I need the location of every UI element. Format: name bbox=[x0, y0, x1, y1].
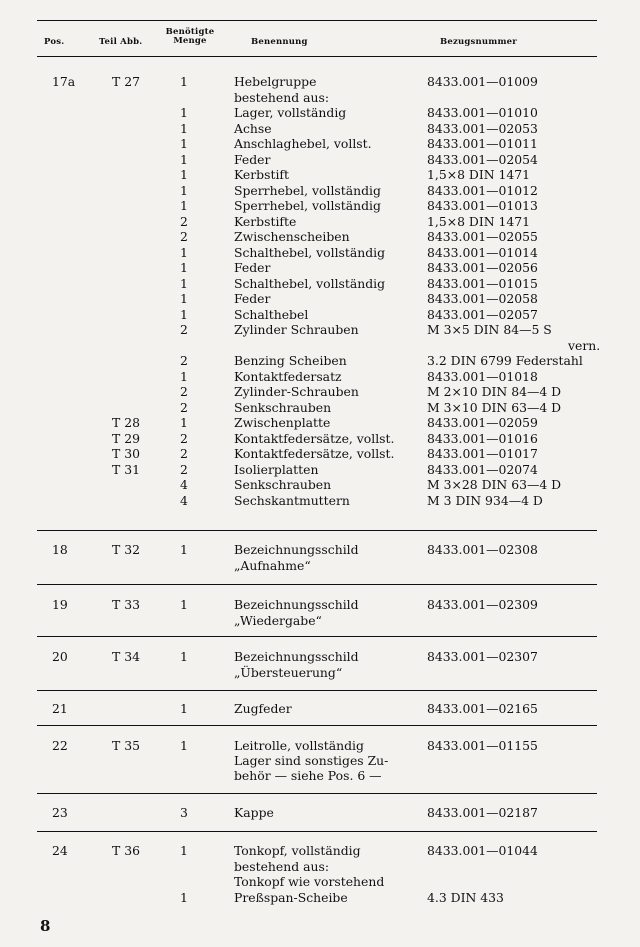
cell-menge: 1 bbox=[180, 542, 188, 557]
section-rule bbox=[37, 725, 597, 726]
cell-menge: 1 bbox=[180, 843, 188, 858]
cell-teil: T 33 bbox=[112, 597, 140, 612]
cell-benennung: Feder bbox=[234, 260, 271, 275]
cell-benennung: Schalthebel bbox=[234, 306, 309, 322]
cell-benennung: Isolierplatten bbox=[234, 461, 319, 477]
cell-bezug: 8433.001—02057 bbox=[427, 306, 538, 322]
cell-bezug: 8433.001—02074 bbox=[427, 461, 538, 477]
cell-benennung: bestehend aus: bbox=[234, 858, 329, 874]
cell-benennung: bestehend aus: bbox=[234, 89, 329, 105]
table-row bbox=[0, 613, 640, 629]
cell-teil: T 29 bbox=[112, 430, 140, 446]
table-row bbox=[0, 338, 640, 354]
cell-pos: 18 bbox=[52, 542, 68, 557]
table-row bbox=[0, 369, 640, 385]
cell-bezug: vern. bbox=[568, 337, 601, 353]
cell-pos: 21 bbox=[52, 701, 68, 716]
table-row bbox=[0, 462, 640, 478]
table-row bbox=[0, 558, 640, 574]
cell-menge: 2 bbox=[180, 213, 188, 229]
cell-menge: 1 bbox=[180, 105, 188, 120]
cell-bezug: M 3×5 DIN 84—5 S bbox=[427, 322, 552, 337]
cell-menge: 1 bbox=[180, 151, 188, 167]
cell-benennung: Zwischenscheiben bbox=[234, 229, 350, 244]
cell-menge: 1 bbox=[180, 738, 188, 753]
table-row bbox=[0, 649, 640, 665]
cell-benennung: Kappe bbox=[234, 805, 274, 820]
table-row bbox=[0, 415, 640, 431]
cell-benennung: Bezeichnungsschild bbox=[234, 649, 359, 664]
cell-menge: 1 bbox=[180, 889, 188, 905]
cell-benennung: Bezeichnungsschild bbox=[234, 597, 359, 612]
cell-pos: 19 bbox=[52, 597, 68, 612]
cell-benennung: Tonkopf wie vorstehend bbox=[234, 874, 385, 889]
cell-benennung: Leitrolle, vollständig bbox=[234, 738, 364, 753]
cell-benennung: Kontaktfedersätze, vollst. bbox=[234, 430, 395, 446]
cell-menge: 2 bbox=[180, 229, 188, 244]
cell-bezug: 1,5×8 DIN 1471 bbox=[427, 167, 531, 182]
cell-benennung: Feder bbox=[234, 291, 271, 306]
section-rule bbox=[37, 584, 597, 585]
cell-benennung: Kontaktfedersatz bbox=[234, 368, 342, 384]
cell-benennung: Zylinder Schrauben bbox=[234, 322, 359, 337]
header-top-rule bbox=[37, 20, 597, 21]
cell-bezug: 8433.001—02309 bbox=[427, 597, 538, 612]
cell-bezug: 8433.001—01016 bbox=[427, 430, 538, 446]
cell-benennung: Sechskantmuttern bbox=[234, 492, 350, 508]
cell-menge: 4 bbox=[180, 477, 188, 492]
cell-benennung: „Aufnahme“ bbox=[234, 557, 311, 573]
cell-benennung: „Übersteuerung“ bbox=[234, 664, 343, 680]
cell-bezug: 4.3 DIN 433 bbox=[427, 889, 504, 905]
cell-teil: T 31 bbox=[112, 461, 140, 477]
cell-bezug: 8433.001—01044 bbox=[427, 843, 538, 858]
cell-bezug: 8433.001—01012 bbox=[427, 182, 538, 198]
cell-benennung: Kontaktfedersätze, vollst. bbox=[234, 446, 395, 461]
cell-bezug: 1,5×8 DIN 1471 bbox=[427, 213, 531, 229]
cell-bezug: 8433.001—01014 bbox=[427, 244, 538, 260]
table-row bbox=[0, 431, 640, 447]
cell-benennung: Kerbstifte bbox=[234, 213, 297, 229]
cell-bezug: M 2×10 DIN 84—4 D bbox=[427, 384, 562, 399]
cell-bezug: 8433.001—02059 bbox=[427, 415, 538, 430]
table-row bbox=[0, 121, 640, 137]
cell-benennung: Anschlaghebel, vollst. bbox=[234, 136, 372, 151]
table-row bbox=[0, 322, 640, 338]
table-row bbox=[0, 167, 640, 183]
cell-benennung: Sperrhebel, vollständig bbox=[234, 198, 381, 213]
cell-teil: T 28 bbox=[112, 415, 140, 430]
table-row bbox=[0, 276, 640, 292]
cell-menge: 1 bbox=[180, 120, 188, 136]
cell-menge: 4 bbox=[180, 492, 188, 508]
cell-bezug: 8433.001—01009 bbox=[427, 74, 538, 89]
table-row bbox=[0, 400, 640, 416]
table-row bbox=[0, 90, 640, 106]
cell-benennung: Benzing Scheiben bbox=[234, 353, 347, 368]
cell-benennung: Achse bbox=[234, 120, 272, 136]
cell-menge: 2 bbox=[180, 384, 188, 399]
cell-benennung: Lager sind sonstiges Zu- bbox=[234, 753, 389, 769]
table-row bbox=[0, 493, 640, 509]
table-row bbox=[0, 384, 640, 400]
table-row bbox=[0, 152, 640, 168]
cell-bezug: 8433.001—02054 bbox=[427, 151, 538, 167]
table-row bbox=[0, 890, 640, 906]
cell-pos: 22 bbox=[52, 738, 68, 753]
cell-menge: 1 bbox=[180, 198, 188, 213]
cell-benennung: Senkschrauben bbox=[234, 477, 332, 492]
cell-bezug: 8433.001—02055 bbox=[427, 229, 538, 244]
table-row bbox=[0, 874, 640, 890]
table-row bbox=[0, 245, 640, 261]
cell-bezug: 8433.001—01155 bbox=[427, 738, 538, 753]
table-row bbox=[0, 768, 640, 784]
table-row bbox=[0, 291, 640, 307]
cell-bezug: 3.2 DIN 6799 Federstahl bbox=[427, 353, 583, 368]
cell-bezug: 8433.001—02165 bbox=[427, 701, 538, 716]
col-header-teil: Teil Abb. bbox=[99, 37, 143, 47]
cell-benennung: Bezeichnungsschild bbox=[234, 542, 359, 557]
cell-bezug: 8433.001—02053 bbox=[427, 120, 538, 136]
table-row bbox=[0, 260, 640, 276]
table-row bbox=[0, 665, 640, 681]
cell-menge: 2 bbox=[180, 322, 188, 337]
cell-bezug: 8433.001—01017 bbox=[427, 446, 538, 461]
table-row bbox=[0, 353, 640, 369]
cell-menge: 1 bbox=[180, 244, 188, 260]
cell-benennung: Zwischenplatte bbox=[234, 415, 331, 430]
col-header-bezug: Bezugsnummer bbox=[440, 37, 517, 47]
cell-menge: 2 bbox=[180, 399, 188, 415]
cell-menge: 1 bbox=[180, 291, 188, 306]
table-row bbox=[0, 105, 640, 121]
cell-menge: 3 bbox=[180, 805, 188, 820]
cell-bezug: 8433.001—01010 bbox=[427, 105, 538, 120]
table-row bbox=[0, 542, 640, 558]
cell-menge: 1 bbox=[180, 306, 188, 322]
cell-benennung: Sperrhebel, vollständig bbox=[234, 182, 381, 198]
section-rule bbox=[37, 530, 597, 531]
cell-bezug: M 3 DIN 934—4 D bbox=[427, 492, 543, 508]
header-bottom-rule bbox=[37, 56, 597, 57]
cell-bezug: 8433.001—01011 bbox=[427, 136, 538, 151]
cell-bezug: 8433.001—02058 bbox=[427, 291, 538, 306]
cell-bezug: M 3×28 DIN 63—4 D bbox=[427, 477, 562, 492]
col-header-benennung: Benennung bbox=[251, 37, 308, 47]
cell-teil: T 34 bbox=[112, 649, 140, 664]
table-row bbox=[0, 307, 640, 323]
cell-teil: T 36 bbox=[112, 843, 140, 858]
cell-menge: 1 bbox=[180, 415, 188, 430]
cell-menge: 1 bbox=[180, 74, 188, 89]
section-rule bbox=[37, 690, 597, 691]
table-row bbox=[0, 229, 640, 245]
cell-menge: 1 bbox=[180, 649, 188, 664]
cell-benennung: Schalthebel, vollständig bbox=[234, 244, 386, 260]
section-rule bbox=[37, 831, 597, 832]
table-row bbox=[0, 805, 640, 821]
cell-bezug: 8433.001—02307 bbox=[427, 649, 538, 664]
cell-bezug: 8433.001—02056 bbox=[427, 260, 538, 275]
col-header-pos: Pos. bbox=[44, 37, 65, 47]
cell-menge: 1 bbox=[180, 136, 188, 151]
cell-menge: 2 bbox=[180, 461, 188, 477]
cell-menge: 1 bbox=[180, 368, 188, 384]
cell-benennung: Kerbstift bbox=[234, 167, 289, 182]
table-row bbox=[0, 198, 640, 214]
table-row bbox=[0, 738, 640, 754]
cell-menge: 1 bbox=[180, 701, 188, 716]
cell-benennung: Schalthebel, vollständig bbox=[234, 275, 386, 291]
cell-menge: 2 bbox=[180, 430, 188, 446]
table-row bbox=[0, 74, 640, 90]
cell-benennung: Feder bbox=[234, 151, 271, 167]
table-row bbox=[0, 477, 640, 493]
cell-teil: T 27 bbox=[112, 74, 140, 89]
cell-bezug: 8433.001—01015 bbox=[427, 275, 538, 291]
cell-bezug: 8433.001—01018 bbox=[427, 368, 538, 384]
table-row bbox=[0, 446, 640, 462]
table-row bbox=[0, 214, 640, 230]
cell-bezug: 8433.001—02308 bbox=[427, 542, 538, 557]
section-rule bbox=[37, 636, 597, 637]
table-row bbox=[0, 859, 640, 875]
cell-benennung: Senkschrauben bbox=[234, 399, 332, 415]
table-row bbox=[0, 753, 640, 769]
cell-teil: T 32 bbox=[112, 542, 140, 557]
cell-benennung: Hebelgruppe bbox=[234, 74, 317, 89]
cell-benennung: „Wiedergabe“ bbox=[234, 612, 322, 628]
cell-pos: 20 bbox=[52, 649, 68, 664]
cell-bezug: 8433.001—02187 bbox=[427, 805, 538, 820]
table-row bbox=[0, 183, 640, 199]
table-row bbox=[0, 701, 640, 717]
cell-bezug: 8433.001—01013 bbox=[427, 198, 538, 213]
cell-menge: 1 bbox=[180, 182, 188, 198]
col-header-menge-line1: Benötigte bbox=[165, 27, 215, 37]
cell-bezug: M 3×10 DIN 63—4 D bbox=[427, 399, 562, 415]
cell-benennung: Lager, vollständig bbox=[234, 105, 347, 120]
cell-benennung: Zylinder-Schrauben bbox=[234, 384, 359, 399]
table-row bbox=[0, 597, 640, 613]
cell-pos: 24 bbox=[52, 843, 68, 858]
cell-menge: 1 bbox=[180, 275, 188, 291]
table-row bbox=[0, 136, 640, 152]
cell-teil: T 35 bbox=[112, 738, 140, 753]
col-header-menge-line2: Menge bbox=[173, 36, 207, 46]
cell-teil: T 30 bbox=[112, 446, 140, 461]
page-number: 8 bbox=[40, 917, 51, 935]
cell-benennung: behör — siehe Pos. 6 — bbox=[234, 768, 382, 784]
cell-pos: 17a bbox=[52, 74, 76, 89]
cell-menge: 1 bbox=[180, 167, 188, 182]
section-rule bbox=[37, 793, 597, 794]
cell-menge: 1 bbox=[180, 597, 188, 612]
cell-menge: 2 bbox=[180, 353, 188, 368]
cell-benennung: Tonkopf, vollständig bbox=[234, 843, 361, 858]
cell-benennung: Preßspan-Scheibe bbox=[234, 889, 348, 905]
cell-menge: 1 bbox=[180, 260, 188, 275]
cell-pos: 23 bbox=[52, 805, 68, 820]
col-header-menge bbox=[160, 28, 220, 46]
cell-menge: 2 bbox=[180, 446, 188, 461]
table-row bbox=[0, 843, 640, 859]
cell-benennung: Zugfeder bbox=[234, 701, 292, 716]
